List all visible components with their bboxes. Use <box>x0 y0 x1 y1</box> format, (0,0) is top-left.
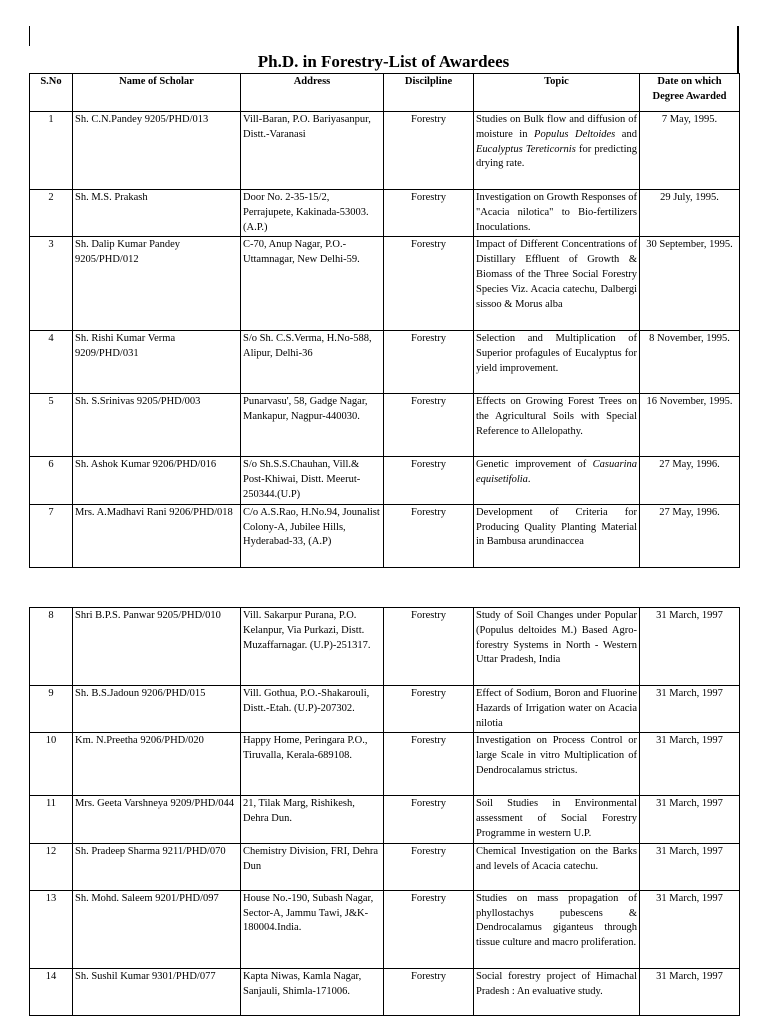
page-title: Ph.D. in Forestry-List of Awardees <box>257 52 510 71</box>
header-discipline: Discilpline <box>384 74 474 112</box>
cell-address: S/o Sh.S.S.Chauhan, Vill.& Post-Khiwai, Distt. Meerut-250344.(U.P) <box>241 457 384 504</box>
cell-sno: 4 <box>30 331 73 394</box>
cell-address: Happy Home, Peringara P.O., Tiruvalla, Kerala-689108. <box>241 733 384 796</box>
cell-date: 7 May, 1995. <box>640 112 740 190</box>
cell-address: C/o A.S.Rao, H.No.94, Jounalist Colony-A, Jubilee Hills, Hyderabad-33, (A.P) <box>241 504 384 567</box>
cell-sno: 8 <box>30 608 73 686</box>
cell-topic: Investigation on Growth Responses of "Acacia nilotica" to Bio-fertilizers Inoculations. <box>474 190 640 237</box>
table-row <box>30 686 740 733</box>
cell-date: 27 May, 1996. <box>640 504 740 567</box>
cell-address: Door No. 2-35-15/2, Perrajupete, Kakinada-53003. (A.P.) <box>241 190 384 237</box>
cell-sno: 6 <box>30 457 73 504</box>
table-row <box>30 394 740 457</box>
cell-address: C-70, Anup Nagar, P.O.-Uttamnagar, New Delhi-59. <box>241 237 384 331</box>
cell-name: Sh. Pradeep Sharma 9211/PHD/070 <box>73 843 241 890</box>
cell-name: Sh. C.N.Pandey 9205/PHD/013 <box>73 112 241 190</box>
cell-discipline: Forestry <box>384 796 474 843</box>
cell-topic: Effects on Growing Forest Trees on the Agricultural Soils with Special Reference to Allelopathy. <box>474 394 640 457</box>
cell-address: Punarvasu', 58, Gadge Nagar, Mankapur, Nagpur-440030. <box>241 394 384 457</box>
cell-name: Sh. Mohd. Saleem 9201/PHD/097 <box>73 890 241 968</box>
cell-topic: Development of Criteria for Producing Quality Planting Material in Bambusa arundinaccea <box>474 504 640 567</box>
cell-discipline: Forestry <box>384 890 474 968</box>
cell-date: 16 November, 1995. <box>640 394 740 457</box>
cell-address: Vill. Sakarpur Purana, P.O. Kelanpur, Via Purkazi, Distt. Muzaffarnagar. (U.P)-251317. <box>241 608 384 686</box>
table-row <box>30 843 740 890</box>
cell-name: Sh. S.Srinivas 9205/PHD/003 <box>73 394 241 457</box>
cell-discipline: Forestry <box>384 608 474 686</box>
cell-sno: 14 <box>30 968 73 1015</box>
cell-name: Sh. Sushil Kumar 9301/PHD/077 <box>73 968 241 1015</box>
cell-sno: 7 <box>30 504 73 567</box>
header-sno: S.No <box>30 74 73 112</box>
cell-date: 29 July, 1995. <box>640 190 740 237</box>
cell-name: Sh. Dalip Kumar Pandey 9205/PHD/012 <box>73 237 241 331</box>
table-row <box>30 968 740 1015</box>
table-row <box>30 190 740 237</box>
cell-name: Sh. Ashok Kumar 9206/PHD/016 <box>73 457 241 504</box>
cell-date: 31 March, 1997 <box>640 608 740 686</box>
cell-sno: 13 <box>30 890 73 968</box>
cell-address: Vill. Gothua, P.O.-Shakarouli, Distt.-Etah. (U.P)-207302. <box>241 686 384 733</box>
awardees-table-page-1 <box>29 73 740 568</box>
awardees-table-page-2 <box>29 607 740 1016</box>
table-row <box>30 608 740 686</box>
header-topic: Topic <box>474 74 640 112</box>
cell-discipline: Forestry <box>384 331 474 394</box>
cell-discipline: Forestry <box>384 733 474 796</box>
cell-discipline: Forestry <box>384 112 474 190</box>
cell-topic: Effect of Sodium, Boron and Fluorine Hazards of Irrigation water on Acacia nilotia <box>474 686 640 733</box>
cell-date: 31 March, 1997 <box>640 968 740 1015</box>
cell-date: 31 March, 1997 <box>640 890 740 968</box>
table-row <box>30 890 740 968</box>
cell-sno: 2 <box>30 190 73 237</box>
cell-discipline: Forestry <box>384 237 474 331</box>
cell-topic: Genetic improvement of Casuarina equisetifolia. <box>474 457 640 504</box>
cell-topic: Selection and Multiplication of Superior profagules of Eucalyptus for yield improvement. <box>474 331 640 394</box>
cell-name: Sh. Rishi Kumar Verma 9209/PHD/031 <box>73 331 241 394</box>
cell-address: Chemistry Division, FRI, Dehra Dun <box>241 843 384 890</box>
cell-topic: Chemical Investigation on the Barks and levels of Acacia catechu. <box>474 843 640 890</box>
cell-topic: Study of Soil Changes under Popular (Populus deltoides M.) Based Agro-forestry Systems in North - Western Uttar Pradesh, India <box>474 608 640 686</box>
table-row <box>30 733 740 796</box>
header-date: Date on which Degree Awarded <box>640 74 740 112</box>
cell-date: 31 March, 1997 <box>640 843 740 890</box>
cell-date: 31 March, 1997 <box>640 733 740 796</box>
cell-address: S/o Sh. C.S.Verma, H.No-588, Alipur, Delhi-36 <box>241 331 384 394</box>
cell-date: 31 March, 1997 <box>640 796 740 843</box>
cell-sno: 12 <box>30 843 73 890</box>
table-row <box>30 112 740 190</box>
cell-name: Sh. M.S. Prakash <box>73 190 241 237</box>
cell-sno: 9 <box>30 686 73 733</box>
cell-sno: 1 <box>30 112 73 190</box>
header-name: Name of Scholar <box>73 74 241 112</box>
cell-date: 27 May, 1996. <box>640 457 740 504</box>
table-row <box>30 457 740 504</box>
cell-name: Mrs. Geeta Varshneya 9209/PHD/044 <box>73 796 241 843</box>
page-edge-line-left <box>29 26 30 46</box>
cell-topic: Studies on Bulk flow and diffusion of moisture in Populus Deltoides and Eucalyptus Tereticornis for predicting drying rate. <box>474 112 640 190</box>
cell-discipline: Forestry <box>384 843 474 890</box>
cell-discipline: Forestry <box>384 504 474 567</box>
table-row <box>30 796 740 843</box>
cell-discipline: Forestry <box>384 190 474 237</box>
cell-topic: Soil Studies in Environmental assessment of Social Forestry Programme in western U.P. <box>474 796 640 843</box>
table-header-row <box>30 74 740 112</box>
table-row <box>30 504 740 567</box>
cell-address: House No.-190, Subash Nagar, Sector-A, Jammu Tawi, J&K-180004.India. <box>241 890 384 968</box>
cell-name: Sh. B.S.Jadoun 9206/PHD/015 <box>73 686 241 733</box>
cell-sno: 5 <box>30 394 73 457</box>
cell-discipline: Forestry <box>384 686 474 733</box>
cell-address: 21, Tilak Marg, Rishikesh, Dehra Dun. <box>241 796 384 843</box>
cell-sno: 11 <box>30 796 73 843</box>
cell-discipline: Forestry <box>384 394 474 457</box>
cell-address: Vill-Baran, P.O. Bariyasanpur, Distt.-Varanasi <box>241 112 384 190</box>
cell-topic: Investigation on Process Control or large Scale in vitro Multiplication of Dendrocalamus strictus. <box>474 733 640 796</box>
cell-name: Shri B.P.S. Panwar 9205/PHD/010 <box>73 608 241 686</box>
cell-discipline: Forestry <box>384 457 474 504</box>
cell-date: 8 November, 1995. <box>640 331 740 394</box>
header-address: Address <box>241 74 384 112</box>
cell-topic: Impact of Different Concentrations of Distillary Effluent of Growth & Biomass of the Three Social Forestry Species Viz. Acacia catechu, Dalbergi sissoo & Morus alba <box>474 237 640 331</box>
cell-topic: Social forestry project of Himachal Pradesh : An evaluative study. <box>474 968 640 1015</box>
cell-topic: Studies on mass propagation of phyllostachys pubescens & Dendrocalamus giganteus through tissue culture and macro proliferation. <box>474 890 640 968</box>
cell-date: 31 March, 1997 <box>640 686 740 733</box>
table-row <box>30 237 740 331</box>
cell-address: Kapta Niwas, Kamla Nagar, Sanjauli, Shimla-171006. <box>241 968 384 1015</box>
cell-sno: 3 <box>30 237 73 331</box>
cell-discipline: Forestry <box>384 968 474 1015</box>
cell-name: Km. N.Preetha 9206/PHD/020 <box>73 733 241 796</box>
cell-sno: 10 <box>30 733 73 796</box>
cell-date: 30 September, 1995. <box>640 237 740 331</box>
cell-name: Mrs. A.Madhavi Rani 9206/PHD/018 <box>73 504 241 567</box>
table-row <box>30 331 740 394</box>
